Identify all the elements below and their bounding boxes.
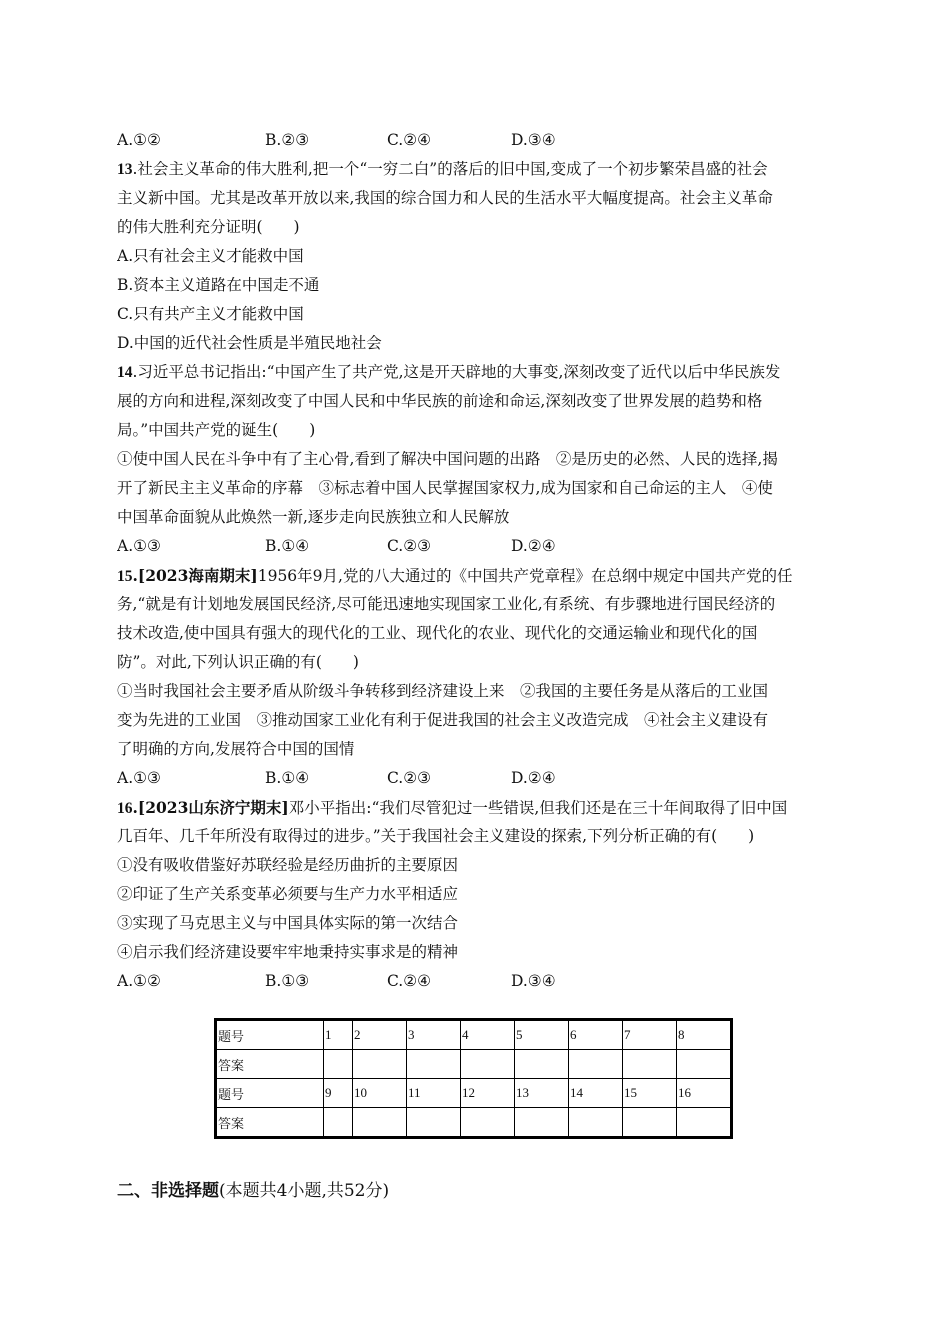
q15-source: .[2023海南期末] bbox=[132, 566, 258, 585]
answer-cell-9[interactable] bbox=[324, 1108, 353, 1138]
table-row bbox=[216, 1108, 732, 1138]
q15-number: 15 bbox=[117, 568, 133, 585]
row-label-question: 题号 bbox=[216, 1020, 324, 1050]
table-cell: 9 bbox=[324, 1079, 353, 1108]
answer-cell-12[interactable] bbox=[461, 1108, 515, 1138]
answer-cell-15[interactable] bbox=[623, 1108, 677, 1138]
section-title: 二、非选择题 bbox=[117, 1181, 219, 1201]
answer-cell-2[interactable] bbox=[353, 1050, 407, 1079]
table-cell: 15 bbox=[623, 1079, 677, 1108]
answer-cell-6[interactable] bbox=[569, 1050, 623, 1079]
answer-cell-14[interactable] bbox=[569, 1108, 623, 1138]
q14-stem-line-2: 展的方向和进程,深刻改变了中国人民和中华民族的前途和命运,深刻改变了世界发展的趋势和格 bbox=[117, 392, 763, 410]
q16-options bbox=[117, 967, 837, 996]
row-label-answer: 答案 bbox=[216, 1108, 324, 1138]
q16-statement-2: ②印证了生产关系变革必须要与生产力水平相适应 bbox=[117, 885, 459, 903]
table-cell: 12 bbox=[461, 1079, 515, 1108]
q12-option-d: D.③④ bbox=[511, 131, 556, 149]
q15-statement-line-2: 变为先进的工业国 ③推动国家工业化有利于促进我国的社会主义改造完成 ④社会主义建设有 bbox=[117, 711, 769, 729]
q14-stem-line-3: 局。”中国共产党的诞生( ) bbox=[117, 421, 316, 439]
table-cell: 1 bbox=[324, 1020, 353, 1050]
row-label-question: 题号 bbox=[216, 1079, 324, 1108]
q14-options bbox=[117, 532, 837, 561]
table-cell: 5 bbox=[515, 1020, 569, 1050]
q13-option-d: D.中国的近代社会性质是半殖民地社会 bbox=[117, 334, 382, 352]
q14-stem-line-1: 14.习近平总书记指出:“中国产生了共产党,这是开天辟地的大事变,深刻改变了近代以后中华民族发 bbox=[117, 363, 781, 381]
q13-stem-line-2: 主义新中国。尤其是改革开放以来,我国的综合国力和人民的生活水平大幅度提高。社会主义革命 bbox=[117, 189, 773, 207]
answer-cell-13[interactable] bbox=[515, 1108, 569, 1138]
table-row bbox=[216, 1050, 732, 1079]
row-label-answer: 答案 bbox=[216, 1050, 324, 1079]
table-cell: 8 bbox=[677, 1020, 732, 1050]
q16-stem-line-1: 16.[2023山东济宁期末]邓小平指出:“我们尽管犯过一些错误,但我们还是在三十年间取得了旧中国 bbox=[117, 798, 788, 817]
answer-cell-11[interactable] bbox=[407, 1108, 461, 1138]
q13-stem-line-3: 的伟大胜利充分证明( ) bbox=[117, 218, 300, 236]
table-cell: 6 bbox=[569, 1020, 623, 1050]
section-note: (本题共4小题,共52分) bbox=[219, 1181, 390, 1201]
q14-option-c: C.②③ bbox=[387, 537, 432, 555]
q16-option-a: A.①② bbox=[117, 972, 161, 990]
answer-cell-8[interactable] bbox=[677, 1050, 732, 1079]
q15-option-d: D.②④ bbox=[511, 769, 556, 787]
q15-option-c: C.②③ bbox=[387, 769, 432, 787]
answer-table bbox=[214, 1018, 733, 1139]
q13-option-c: C.只有共产主义才能救中国 bbox=[117, 305, 304, 323]
answer-cell-3[interactable] bbox=[407, 1050, 461, 1079]
table-cell: 14 bbox=[569, 1079, 623, 1108]
q13-option-a: A.只有社会主义才能救中国 bbox=[117, 247, 304, 265]
q12-options bbox=[117, 126, 837, 155]
q14-option-a: A.①③ bbox=[117, 537, 161, 555]
q16-stem-line-2: 几百年、几千年所没有取得过的进步。”关于我国社会主义建设的探索,下列分析正确的有( ) bbox=[117, 827, 755, 845]
q14-statement-line-3: 中国革命面貌从此焕然一新,逐步走向民族独立和人民解放 bbox=[117, 508, 510, 526]
q16-option-c: C.②④ bbox=[387, 972, 432, 990]
q16-statement-4: ④启示我们经济建设要牢牢地秉持实事求是的精神 bbox=[117, 943, 459, 961]
q14-option-d: D.②④ bbox=[511, 537, 556, 555]
q16-source: .[2023山东济宁期末] bbox=[132, 798, 289, 817]
q15-statement-line-3: 了明确的方向,发展符合中国的国情 bbox=[117, 740, 355, 758]
q16-number: 16 bbox=[117, 800, 133, 817]
q16-statement-3: ③实现了马克思主义与中国具体实际的第一次结合 bbox=[117, 914, 459, 932]
answer-cell-1[interactable] bbox=[324, 1050, 353, 1079]
answer-cell-16[interactable] bbox=[677, 1108, 732, 1138]
q16-option-d: D.③④ bbox=[511, 972, 556, 990]
q15-option-a: A.①③ bbox=[117, 769, 161, 787]
table-cell: 11 bbox=[407, 1079, 461, 1108]
table-cell: 13 bbox=[515, 1079, 569, 1108]
table-row bbox=[216, 1020, 732, 1050]
answer-cell-5[interactable] bbox=[515, 1050, 569, 1079]
question-page bbox=[117, 126, 837, 996]
section-heading bbox=[117, 1176, 389, 1206]
q15-options bbox=[117, 764, 837, 793]
q14-statement-line-2: 开了新民主主义革命的序幕 ③标志着中国人民掌握国家权力,成为国家和自己命运的主人 ④使 bbox=[117, 479, 773, 497]
q12-option-a: A.①② bbox=[117, 131, 161, 149]
q13-number: 13 bbox=[117, 161, 133, 178]
q15-stem-line-3: 技术改造,使中国具有强大的现代化的工业、现代化的农业、现代化的交通运输业和现代化的国 bbox=[117, 624, 758, 642]
q13-option-b: B.资本主义道路在中国走不通 bbox=[117, 276, 320, 294]
table-row bbox=[216, 1079, 732, 1108]
q14-number: 14 bbox=[117, 364, 133, 381]
q15-option-b: B.①④ bbox=[265, 769, 310, 787]
q15-stem-line-1: 15.[2023海南期末]1956年9月,党的八大通过的《中国共产党章程》在总纲中规定中国共产党的任 bbox=[117, 566, 793, 585]
answer-cell-7[interactable] bbox=[623, 1050, 677, 1079]
q12-option-b: B.②③ bbox=[265, 131, 310, 149]
q15-stem-line-4: 防”。对此,下列认识正确的有( ) bbox=[117, 653, 359, 671]
answer-cell-10[interactable] bbox=[353, 1108, 407, 1138]
table-cell: 7 bbox=[623, 1020, 677, 1050]
table-cell: 16 bbox=[677, 1079, 732, 1108]
table-cell: 10 bbox=[353, 1079, 407, 1108]
table-cell: 4 bbox=[461, 1020, 515, 1050]
q16-statement-1: ①没有吸收借鉴好苏联经验是经历曲折的主要原因 bbox=[117, 856, 459, 874]
q15-stem-line-2: 务,“就是有计划地发展国民经济,尽可能迅速地实现国家工业化,有系统、有步骤地进行国民经济的 bbox=[117, 595, 776, 613]
q12-option-c: C.②④ bbox=[387, 131, 432, 149]
q16-option-b: B.①③ bbox=[265, 972, 310, 990]
answer-cell-4[interactable] bbox=[461, 1050, 515, 1079]
q13-stem-line-1: 13.社会主义革命的伟大胜利,把一个“一穷二白”的落后的旧中国,变成了一个初步繁荣昌盛的社会 bbox=[117, 160, 768, 178]
q14-option-b: B.①④ bbox=[265, 537, 310, 555]
table-cell: 3 bbox=[407, 1020, 461, 1050]
q14-statement-line-1: ①使中国人民在斗争中有了主心骨,看到了解决中国问题的出路 ②是历史的必然、人民的选择,揭 bbox=[117, 450, 778, 468]
table-cell: 2 bbox=[353, 1020, 407, 1050]
q15-statement-line-1: ①当时我国社会主要矛盾从阶级斗争转移到经济建设上来 ②我国的主要任务是从落后的工业国 bbox=[117, 682, 769, 700]
